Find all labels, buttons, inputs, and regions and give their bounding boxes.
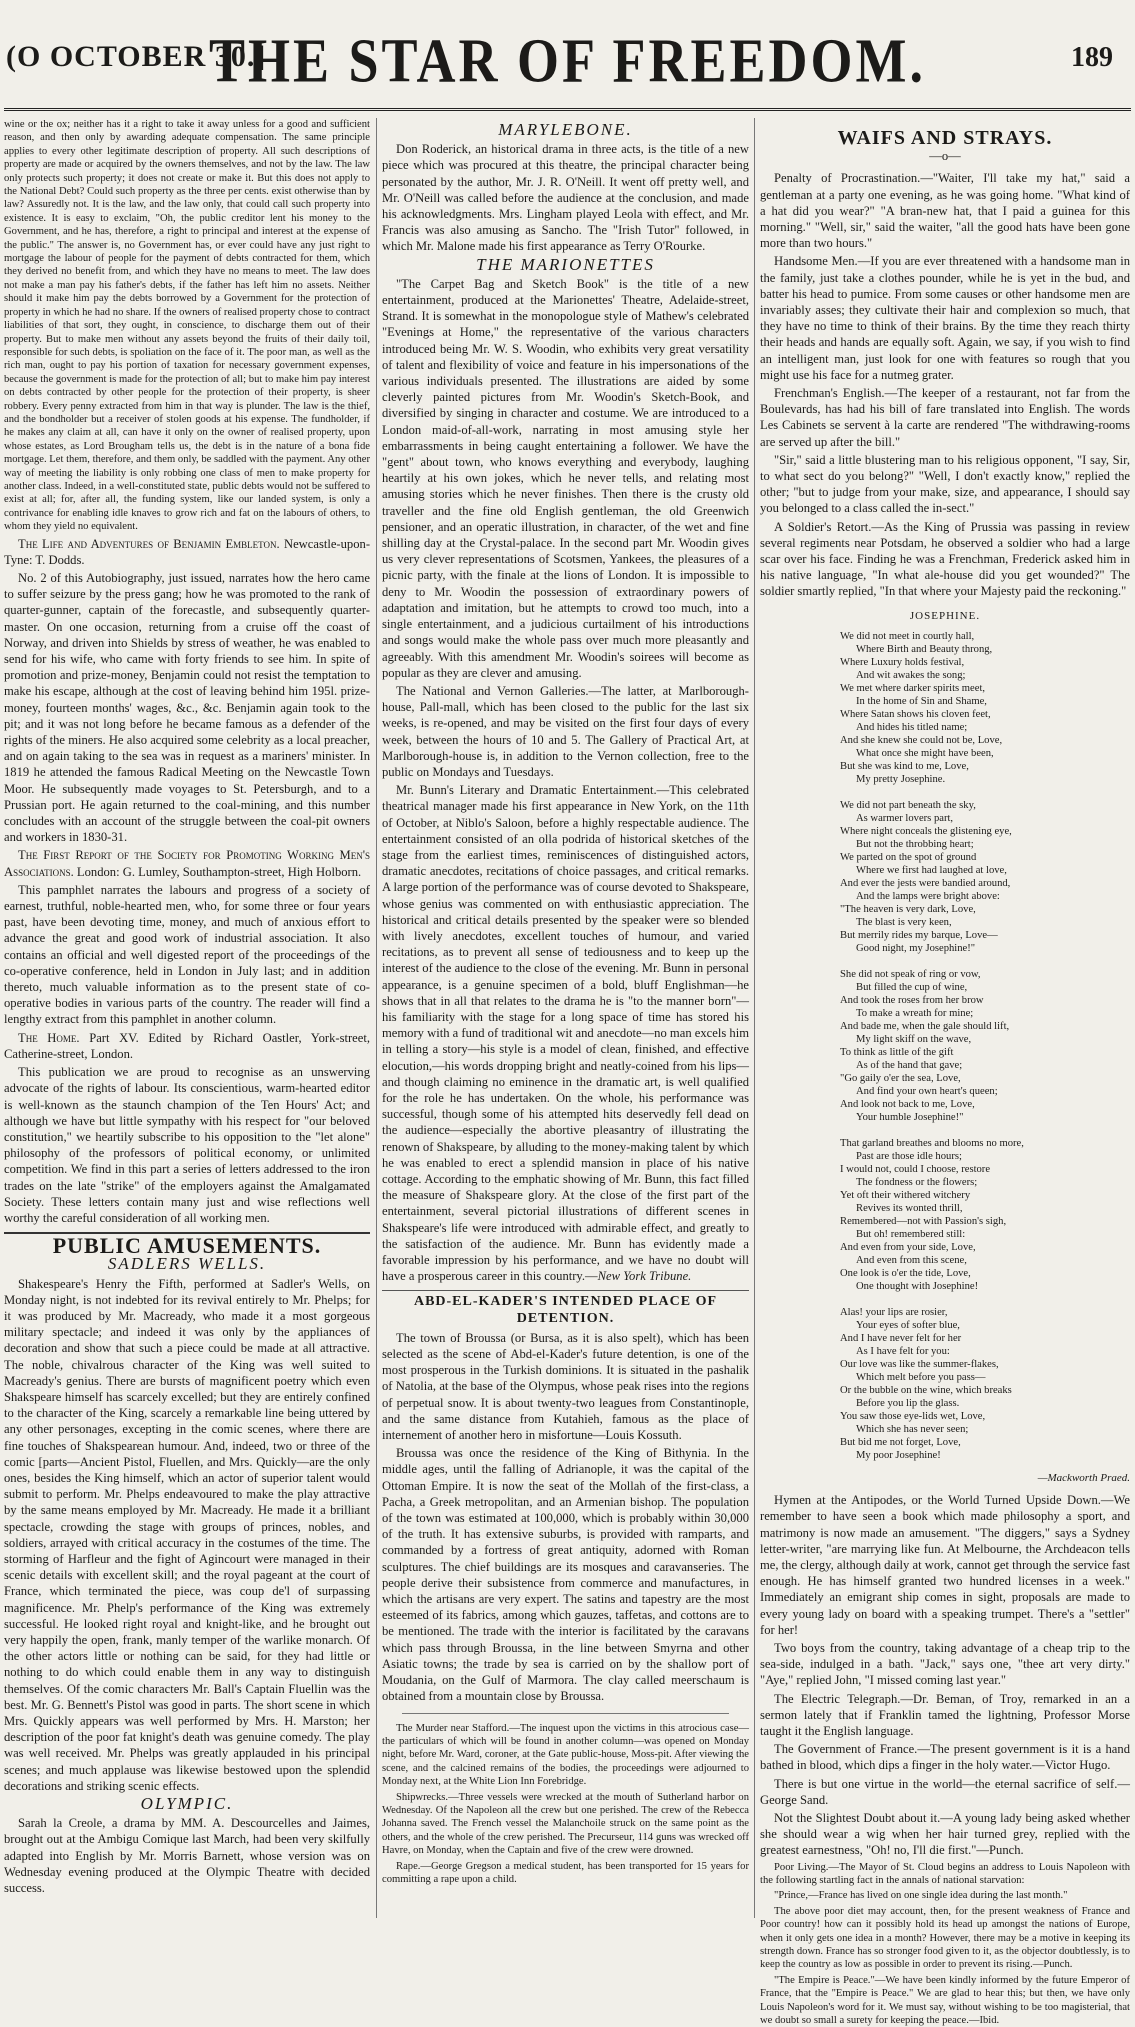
poem-line: And look not back to me, Love, bbox=[840, 1098, 975, 1110]
poem-line: Alas! your lips are rosier, bbox=[840, 1306, 948, 1318]
review-report-text: This pamphlet narrates the labours and progress of a society of earnest, truthful, noble-hearted men, who, for some three or four years past, have been devoting time, money, and much of anxious effort to advance the great and good work of industrial association. It also contains an official and well digested report of the proceedings of the co-operative conference, held in London in July last; and in addition thereto, much valuable information as to the present state of co-operative bodies in various parts of the country. The reader will find a lengthy extract from this pamphlet in another column. bbox=[4, 882, 370, 1027]
item-above: The above poor diet may account, then, for the present weakness of France and Poor country! how can it possibly hold its head up amongst the nations of Europe, when it only gets one idea in a month? However, there may be a motive in keeping its strength down. France has so stronger food given to it, as the objector doubtlessly, is to keep the country as low as possible in order to prevent its rising.—Punch. bbox=[760, 1905, 1130, 1971]
poem-line: But filled the cup of wine, bbox=[856, 981, 968, 993]
poem-line: And took the roses from her brow bbox=[840, 994, 984, 1006]
item-empire-peace: "The Empire is Peace."—We have been kindly informed by the future Emperor of France, that the "Empire is Peace." We are glad to hear this; but then, we have only Louis Napoleon's word for it. We must say, without wishing to be too magisterial, that we doubt so small a surety for keeping the peace.—Ibid. bbox=[760, 1974, 1130, 2027]
review-embleton-text: No. 2 of this Autobiography, just issued, narrates how the hero came to suffer seizure by the press gang; how he was promoted to the rank of quarter-gunner, captain of the forecastle, and subsequently quarter-master. On one occasion, returning from a cruise off the coast of Norway, and driven into Shields by stress of weather, he was enabled to send for his wife, who came with forty friends to see him. In spite of promotion and prize-money, Benjamin could not resist the temptation to make his escape, although at the cost of leaving behind him 195l. prize-money, fourteen months' wages, &c., &c. Benjamin again took to the pit; and it was not long before he became famous as a defender of the rights of the miners. He also acquired some celebrity as a local preacher, and on again taking to the sea was in request as a mariners' minister. In 1819 he attended the famous Radical Meeting on the Newcastle Town Moor. He subsequently made voyages to St. Petersburgh, and to a Prussian port. He again returned to the coal-mining, and this number concludes with an account of the struggle between the coal-pit owners and workers in 1830-31. bbox=[4, 571, 370, 845]
poem-line: And ever the jests were bandied around, bbox=[840, 877, 1011, 889]
newspaper-title: THE STAR OF FREEDOM. bbox=[208, 26, 927, 96]
poem-line: And hides his titled name; bbox=[856, 721, 968, 733]
review-report-heading: The First Report of the Society for Promoting Working Men's Associations. London: G. Lumley, Southampton-street, High Holborn. bbox=[4, 848, 370, 879]
item-government: The Government of France.—The present government is it is a hand bathed in blood, which dips a finger in the holy water.—Victor Hugo. bbox=[760, 1742, 1130, 1773]
news-shipwrecks: Shipwrecks.—Three vessels were wrecked at the mouth of Sutherland harbor on Wednesday. Of the Napoleon all the crew but one perished. The crew of the Rebecca Johanna saved. The French vessel the Malanchoile struck on the same point as the others, and the whole of the crew perished. The Precurseur, 114 guns was wrecked off Havre, on Monday, when the Captain and five of the crew were drowned. bbox=[382, 1791, 749, 1857]
poem-line: We did not part beneath the sky, bbox=[840, 799, 976, 811]
poem-line: The blast is very keen, bbox=[856, 916, 952, 928]
poem-line: That garland breathes and blooms no more, bbox=[840, 1137, 1024, 1149]
item-virtue: There is but one virtue in the world—the eternal sacrifice of self.—George Sand. bbox=[760, 1776, 1130, 1807]
item-prince-quote: "Prince,—France has lived on one single idea during the last month." bbox=[774, 1890, 1068, 1902]
poem-line: As of the hand that gave; bbox=[856, 1059, 963, 1071]
heading-abd-el-kader: ABD-EL-KADER'S INTENDED PLACE OF DETENTION. bbox=[382, 1290, 749, 1326]
column-3 bbox=[760, 118, 1131, 2027]
poem-line: I would not, could I choose, restore bbox=[840, 1163, 991, 1175]
poem-line: And she knew she could not be, Love, bbox=[840, 734, 1003, 746]
galleries-text: The National and Vernon Galleries.—The latter, at Marlborough-house, Pall-mall, which has been closed to the public for the last six weeks, is re-opened, and may be visited on the first four days of every week, between the hours of 10 and 5. The Gallery of Practical Art, at Marlborough-house is, in addition to the Vernon collection, free to the public on Mondays and Tuesdays. bbox=[382, 683, 749, 779]
poem-credit: —Mackworth Praed. bbox=[1037, 1471, 1130, 1484]
news-murder: The Murder near Stafford.—The inquest upon the victims in this atrocious case—the particulars of which will be found in another column—was opened on Monday night, before Mr. Ward, coroner, at the Gate public-house, Moss-pit. After viewing the scene, and the calcined remains of the bodies, the proceedings were adjourned to Monday next, at the White Lion Inn Forebridge. bbox=[382, 1722, 749, 1788]
poem-line: Which melt before you pass— bbox=[856, 1371, 986, 1383]
poem-line: Before you lip the glass. bbox=[856, 1397, 960, 1409]
column-divider bbox=[754, 118, 755, 1918]
masthead-rule bbox=[4, 108, 1131, 111]
item-procrastination: Penalty of Procrastination.—"Waiter, I'll take my hat," said a gentleman at a party one evening, as he was going home. "What kind of a hat did you wear?" "A bran-new hat, that I paid a guinea for this morning." "Well, sir," said the waiter, "all the good hats have been gone more than two hours." bbox=[760, 171, 1130, 251]
item-frenchmans-english: Frenchman's English.—The keeper of a restaurant, not far from the Boulevards, has had his bill of fare translated into English. The words Les Cabinets se servent à la carte are rendered "The withdrawing-rooms are served up after the bill." bbox=[760, 386, 1130, 449]
bunn-text: Mr. Bunn's Literary and Dramatic Entertainment.—This celebrated theatrical manager made his first appearance in New York, on the 11th of October, at Niblo's Saloon, before a highly respectable audience. The entertainment consisted of an olla podrida of historical sketches of the stage from the earliest times, reminiscences of distinguished actors, dramatic anecdotes, recitations of choice passages, and critical remarks. A large portion of the performance was of course devoted to Shakspeare, whose genius was commented on with enthusiastic appreciation. The historical and critical details presented by the speaker were so blended with lively anecdotes, excellent touches of humour, and varied recitations, as to prevent all sense of tediousness and to keep up the interest of the audience to the close of the evening. Mr. Bunn in personal appearance, is a genuine specimen of a bold, bluff Englishman—he shows that in all that relates to the drama he is "to the manner born"—his familiarity with the stage for a long space of time has stored his memory with a fund of traditional wit and anecdote—no man excels him in telling a story—his style is a model of clean, finished, and effective elocution,—his words dropping bright and neatly-coined from his lips—and though claiming no eminence in the dramatic art, is well qualified for the role he has undertaken. On the whole, his performance was successful, though some of his attempted hits deservedly fell dead on the audience—especially the abortive pleasantry of illustrating the renown of Shakspeare, by alluding to the money-making talent by which he was enabled to erect a splendid mansion in place of his native cottage. According to the emphatic showing of Mr. Bunn, this fact filled the measure of Shakspeare glory. At the close of the first part of the entertainment, several pictorial illustrations of different scenes in Shakspeare's life were introduced with admirable effect, and greatly to the satisfaction of the audience. Mr. Bunn has evidently made a favorable impression by his performance, and we have no doubt will have a prosperous career in this country.—New York Tribune. bbox=[382, 783, 749, 1284]
subheading-sadlers-wells: SADLERS WELLS. bbox=[107, 1254, 267, 1274]
poem-line: Where we first had laughed at love, bbox=[856, 864, 1007, 876]
poem-line: And I have never felt for her bbox=[840, 1332, 962, 1344]
poem-line: And find your own heart's queen; bbox=[856, 1085, 998, 1097]
review-home-text: This publication we are proud to recognise as an unswerving advocate of the rights of labour. Its conscientious, warm-hearted editor is well-known as the staunch champion of the Ten Hours' Act; and although we have but little sympathy with his respect for "our beloved constitution," we heartily subscribe to his opposition to the "let alone" philosophy of the professors of political economy, or unlimited competition. We find in this part a series of letters addressed to the iron trades on the late "strike" of the employers against the Amalgamated Society. These letters contain many just and wise reflections well worthy the careful consideration of all working men. bbox=[4, 1065, 370, 1225]
poem-line: She did not speak of ring or vow, bbox=[840, 968, 981, 980]
poem-line: You saw those eye-lids wet, Love, bbox=[840, 1410, 986, 1422]
poem-line: One thought with Josephine! bbox=[856, 1280, 979, 1292]
item-insect: "Sir," said a little blustering man to his religious opponent, "I say, Sir, to what sect do you belong?" "Well, I don't exactly know," replied the other; "but to judge from your make, size, and appearance, I should say you belonged to a class called the in-sect." bbox=[760, 452, 1130, 516]
poem-line: Our love was like the summer-flakes, bbox=[840, 1358, 999, 1370]
poem-line: And wit awakes the song; bbox=[856, 669, 966, 681]
section-heading-public-amusements: PUBLIC AMUSEMENTS. bbox=[4, 1232, 370, 1254]
abd-el-kader-text-1: The town of Broussa (or Bursa, as it is also spelt), which has been selected as the scene of Abd-el-Kader's future detention, is one of the most prosperous in the Turkish dominions. It is situated in the pashalik of Natolia, at the base of the Olympus, whose peak rises into the regions of perpetual snow. It is about twenty-two leagues from Constantinople, and the same distance from Kutahieh, famous as the place of internement of another hero in misfortune—Louis Kossuth. bbox=[382, 1330, 749, 1443]
poem-line: Past are those idle hours; bbox=[856, 1150, 962, 1162]
subheading-marionettes: THE MARIONETTES bbox=[476, 254, 655, 274]
subheading-marylebone: MARYLEBONE. bbox=[498, 120, 633, 139]
column-divider bbox=[376, 118, 377, 1918]
poem-line: "Go gaily o'er the sea, Love, bbox=[840, 1072, 961, 1084]
item-two-boys: Two boys from the country, taking advantage of a cheap trip to the sea-side, indulged in a bath. "Jack," says one, "thee art very dirty." "Aye," replied John, "I missed coming last year." bbox=[760, 1640, 1130, 1688]
poem-title: JOSEPHINE. bbox=[909, 609, 981, 622]
short-rule bbox=[402, 1713, 729, 1714]
review-embleton-heading: The Life and Adventures of Benjamin Embleton. Newcastle-upon-Tyne: T. Dodds. bbox=[4, 536, 371, 567]
article-continuation: wine or the ox; neither has it a right to take it away unless for a good and sufficient reason, and then only by awarding adequate compensation. The same principle applies to every other legitimate description of property. All such descriptions of property are made or acquired by the owners themselves, and not by the law. The law only protects such property; it does not create or make it. But this does not apply to the National Debt? Could such property as the three per cents. exist otherwise than by law? Assuredly not. It is the law, and the law only, that could call such property into existence. It is easy to exclaim, "Oh, the public creditor lent his money to the Government, and he has, therefore, a right to principal and interest at the expense of the public." The answer is, no Government has, or ever could have any just right to mortgage the labour of people for the payment of debts contracted for them, which they derived no benefit from, and which they have no means to meet. The law does not make a man pay his father's debts, if the father has left him no assets. Neither should it make him pay the debts borrowed by a Government for the protection of property in which he had no share. If the owners of realised property chose to contract liabilities of that sort, they ought, in conscience, to discharge them out of their property. But to make men without any assets beyond the fruits of their daily toil, responsible for such debts, is spoliation on the face of it. The poor man, as well as the rich man, ought to pay his portion of taxation for necessary government expenses, because the government is made for the protection of all; but to make him pay interest on debts contracted by other people for the protection of their property, is sheer robbery. Every penny extracted from him in that way is plunder. The law is the thief, and the bondholder but a receiver of stolen goods at his expense. The fundholder, if he makes any claim at all, can have it only on the owner of realised property, upon whose estates, as Lord Brougham tells us, the debt is in the nature of a bona fide mortgage. Let them, therefore, and them only, be saddled with the payment. Any other way of meeting the liability is only robbing one class of men to make property for another class. Indeed, in a well-constituted state, public debts would not be suffered to exist at all; for, after all, the funding system, like our landed system, is only a contrivance for enabling idle knaves to grow rich and fat on the labours of others, to whom they yield no equivalent. bbox=[4, 119, 370, 533]
poem-line: And the lamps were bright above: bbox=[856, 890, 1000, 902]
poem-line: Where night conceals the glistening eye, bbox=[840, 825, 1012, 837]
item-handsome-men: Handsome Men.—If you are ever threatened with a handsome man in the family, just take a clothes pounder, while he is yet in the bud, and batter his head to pumice. From some causes or other handsome men are invariably asses; they cultivate their hair and complexion so much, that they have no time to think of their brains. By the time they reach thirty their heads and hands are equally soft. Again, we say, if you wish to find an intelligent man, just look for one with features so rough that you might use his face for a nutmeg grater. bbox=[760, 254, 1130, 382]
marionettes-text: "The Carpet Bag and Sketch Book" is the title of a new entertainment, produced at the Marionettes' Theatre, Adelaide-street, Strand. It is somewhat in the monopologue style of Mathew's celebrated "Evenings at Home," the representative of the various characters introduced being Mr. W. S. Woodin, who exhibits very great versatility of talent and flexibility of voice and feature in his impersonations of the various individuals presented. The illustrations are aided by some cleverly painted pictures from Mr. Woodin's Sketch-Book, and diversified by singing in character and costume. We are introduced to a London maid-of-all-work, narrating in most amusing style her embarrassments in being caught entertaining a follower. We have the "gent" about town, who knows everything and everybody, laughing heartily at his own jokes, which he never tells, and relating most amusing stories which he never finishes. Then there is the crusty old traveller and the fine old English gentleman, the old Greenwich pensioner, and an operatic illustration, in character, of the wet and fine shilling day at the Crystal-palace. In the second part Mr. Woodin gives us very clever representations of Scotsmen, Yankees, the pleasures of a picnic party, with the finale at the lions of London. It is impossible to deny to Mr. Woodin the possession of extraordinary powers of adaptation and imitation, but he attempts to crowd too much, into a single entertainment, and a judicious curtailment of his introductions and songs would make the whole pass over much more pleasantly and agreeably. With this amendment Mr. Woodin's soirees will become as popular as they are clever and amusing. bbox=[382, 276, 749, 680]
poem-line: To think as little of the gift bbox=[840, 1046, 954, 1058]
poem-josephine bbox=[840, 630, 1130, 1462]
masthead bbox=[0, 0, 1135, 118]
poem-line: Or the bubble on the wine, which breaks bbox=[840, 1384, 1012, 1396]
poem-line: What once she might have been, bbox=[856, 747, 994, 759]
poem-line: My pretty Josephine. bbox=[856, 773, 946, 785]
poem-line: One look is o'er the tide, Love, bbox=[840, 1267, 971, 1279]
subheading-olympic: OLYMPIC. bbox=[140, 1794, 234, 1814]
item-hymen: Hymen at the Antipodes, or the World Turned Upside Down.—We remember to have seen a book which made philosophy a sport, and matrimony is now made an amusement. "The diggers," says a Sydney letter-writer, "are marrying like fun. At Melbourne, the Archdeacon tells me, the clergy, although daily at work, cannot get through the service fast enough. He has himself granted two hundred licenses in a week." Immediately an emigrant ship comes in sight, proposals are made to every young lady on board with a speaking trumpet. There's a "settler" for her! bbox=[760, 1493, 1131, 1637]
poem-line: Where Birth and Beauty throng, bbox=[856, 643, 993, 655]
sadlers-wells-text: Shakespeare's Henry the Fifth, performed at Sadler's Wells, on Monday night, is not indebted for its revival entirely to Mr. Phelps; for it was produced by Mr. Macready, who made it a most gorgeous military spectacle; and indeed it was only by the appliances of decoration and show that such a piece could be made at all attractive. The noble, chivalrous character of the King was well suited to Macready's genius. There are bursts of magnificent poetry which even Shakspeare himself has scarcely excelled; but they are entirely confined to the character of the King, scarcely a remarkable line being uttered by any other personages, excepting in the comic scenes, where there are fine touches of Shakspearean humour. And, indeed, two or three of the comic [parts—Ancient Pistol, Fluellen, and Mrs. Quickly—are the only ones, besides the King himself, which an actor of superior talent would submit to perform. Mr. Phelps endeavoured to make the play attractive by the same means employed by Mr. Macready. He made it a brilliant spectacle, crowding the stage with groups of princes, nobles, and soldiers, arrayed with critical accuracy in the costumes of the time. The storming of Harfleur and the fight of Agincourt were managed in their scenic details with excellent skill; and the royal pageant at the court of France, which terminated the piece, was coup de'l of surpassing magnificence. Mr. Phelp's performance of the King was extremely successful. He looked right royal and knight-like, and he brought out very happily the open, frank, manly temper of the warlike monarch. Of the other actors little or nothing can be said, for they had little or nothing to do which could enable them in any way to distinguish themselves. Of the comic characters Mr. Ball's Captain Fluellin was the best. Mr. G. Bennett's Pistol was good in parts. The short scene in which Mrs. Quickly appears was well performed by Mrs. H. Marston; her description of the poor fat knight's death was genuine comedy. The play was well received. Mr. Phelps was greatly applauded in his principal scenes; and much applause was likewise bestowed upon the splendid decorations and striking scenic effects. bbox=[4, 1276, 370, 1793]
poem-line: Where Luxury holds festival, bbox=[840, 656, 965, 668]
heading-ornament: —o— bbox=[929, 149, 961, 164]
poem-line: As warmer lovers part, bbox=[856, 812, 954, 824]
poem-line: Remembered—not with Passion's sigh, bbox=[840, 1215, 1007, 1227]
poem-line: Good night, my Josephine!" bbox=[856, 942, 976, 954]
poem-line: But not the throbbing heart; bbox=[856, 838, 974, 850]
poem-line bbox=[840, 955, 1130, 968]
column-1 bbox=[4, 118, 370, 1918]
item-poor-living: Poor Living.—The Mayor of St. Cloud begins an address to Louis Napoleon with the following startling fact in the annals of national starvation: bbox=[760, 1861, 1130, 1886]
poem-line bbox=[840, 1293, 1130, 1306]
poem-line: My light skiff on the wave, bbox=[856, 1033, 972, 1045]
poem-line: As I have felt for you: bbox=[856, 1345, 950, 1357]
poem-line: But oh! remembered still: bbox=[856, 1228, 966, 1240]
poem-line: We did not meet in courtly hall, bbox=[840, 630, 975, 642]
page-number: 189 bbox=[1071, 42, 1113, 73]
olympic-text: Sarah la Creole, a drama by MM. A. Descourcelles and Jaimes, brought out at the Ambigu Comique last March, had been very skilfully adapted into English by Mr. Morris Barnett, whose version was on Wednesday evening produced at the Olympic Theatre with decided success. bbox=[4, 1816, 370, 1896]
poem-line: Revives its wonted thrill, bbox=[856, 1202, 963, 1214]
heading-waifs-and-strays: WAIFS AND STRAYS. bbox=[837, 127, 1053, 149]
item-soldiers-retort: A Soldier's Retort.—As the King of Prussia was passing in review several regiments near Potsdam, he observed a soldier who had a large scar over his face. Finding he was a Frenchman, Frederick asked him in his native language, "In what ale-house did you get wounded?" The soldier smartly replied, "In that where your Majesty paid the reckoning." bbox=[760, 519, 1130, 599]
poem-line: But she was kind to me, Love, bbox=[840, 760, 969, 772]
poem-line: In the home of Sin and Shame, bbox=[856, 695, 987, 707]
poem-line: "The heaven is very dark, Love, bbox=[840, 903, 976, 915]
poem-line: We met where darker spirits meet, bbox=[840, 682, 986, 694]
item-telegraph: The Electric Telegraph.—Dr. Beman, of Troy, remarked in an a sermon lately that if Franklin tamed the lightning, Professor Morse taught it the English language. bbox=[760, 1691, 1130, 1738]
poem-line: And even from your side, Love, bbox=[840, 1241, 976, 1253]
issue-date: (O OCTOBER 30.] bbox=[6, 40, 267, 73]
poem-line: To make a wreath for mine; bbox=[856, 1007, 974, 1019]
poem-line: But bid me not forget, Love, bbox=[840, 1436, 961, 1448]
poem-line: My poor Josephine! bbox=[856, 1449, 941, 1461]
abd-el-kader-text-2: Broussa was once the residence of the King of Bithynia. In the middle ages, until the falling of Adrianople, it was the capital of the Ottoman Empire. It is now the seat of the Mollah of the first-class, a Pacha, a Greek metropolitan, and an Armenian bishop. The population of the town was estimated at 100,000, which is probably within 30,000 of the truth. It has extensive suburbs, is provided with ramparts, and commanded by a fortress of great antiquity, adorned with Roman sculptures. The chief buildings are its mosques and caravanseries. The people derive their subsistence from commerce and manufactures, in which the artisans are very expert. The satins and tapestry are the most esteemed of its fabrics, among which gauzes, taffetas, and cottons are to be mentioned. The trade with the interior is facilitated by the caravans which pass through Broussa, in the line between Smyrna and other Asiatic towns; the trade by sea is carried on by the shallow port of Moudania, on the Gulf of Marmora. The clay called meerschaum is obtained from a mountain close by Broussa. bbox=[382, 1446, 749, 1704]
poem-line: And even from this scene, bbox=[856, 1254, 967, 1266]
poem-line: And bade me, when the gale should lift, bbox=[840, 1020, 1010, 1032]
poem-line: Your humble Josephine!" bbox=[856, 1111, 964, 1123]
poem-line: The fondness or the flowers; bbox=[856, 1176, 978, 1188]
poem-line bbox=[840, 1124, 1130, 1137]
poem-line: Your eyes of softer blue, bbox=[856, 1319, 960, 1331]
poem-line: We parted on the spot of ground bbox=[840, 851, 977, 863]
poem-line: Which she has never seen; bbox=[856, 1423, 969, 1435]
news-rape: Rape.—George Gregson a medical student, has been transported for 15 years for committing a rape upon a child. bbox=[382, 1860, 749, 1885]
poem-line bbox=[840, 786, 1130, 799]
poem-line: Where Satan shows his cloven feet, bbox=[840, 708, 991, 720]
marylebone-text: Don Roderick, an historical drama in three acts, is the title of a new piece which was procured at this theatre, the principal character being personated by the author, Mr. J. R. O'Neill. It went off pretty well, and Mr. O'Neill was called before the audience at the conclusion, and made his acknowledgments. Mrs. Lingham played Leola with effect, and Mr. Francis was also amusing as Sancho. The "Irish Tutor" followed, in which Mr. Malone made his first appearance as Terry O'Rourke. bbox=[382, 142, 749, 254]
poem-line: Yet oft their withered witchery bbox=[840, 1189, 971, 1201]
review-home-heading: The Home. Part XV. Edited by Richard Oastler, York-street, Catherine-street, London. bbox=[4, 1030, 370, 1061]
item-doubt: Not the Slightest Doubt about it.—A young lady being asked whether she should wear a wig when her hair turned grey, replied with the greatest earnestness, "Oh! no, I'll die first."—Punch. bbox=[760, 1810, 1130, 1858]
column-2 bbox=[382, 118, 749, 1918]
poem-line: But merrily rides my barque, Love— bbox=[840, 929, 998, 941]
